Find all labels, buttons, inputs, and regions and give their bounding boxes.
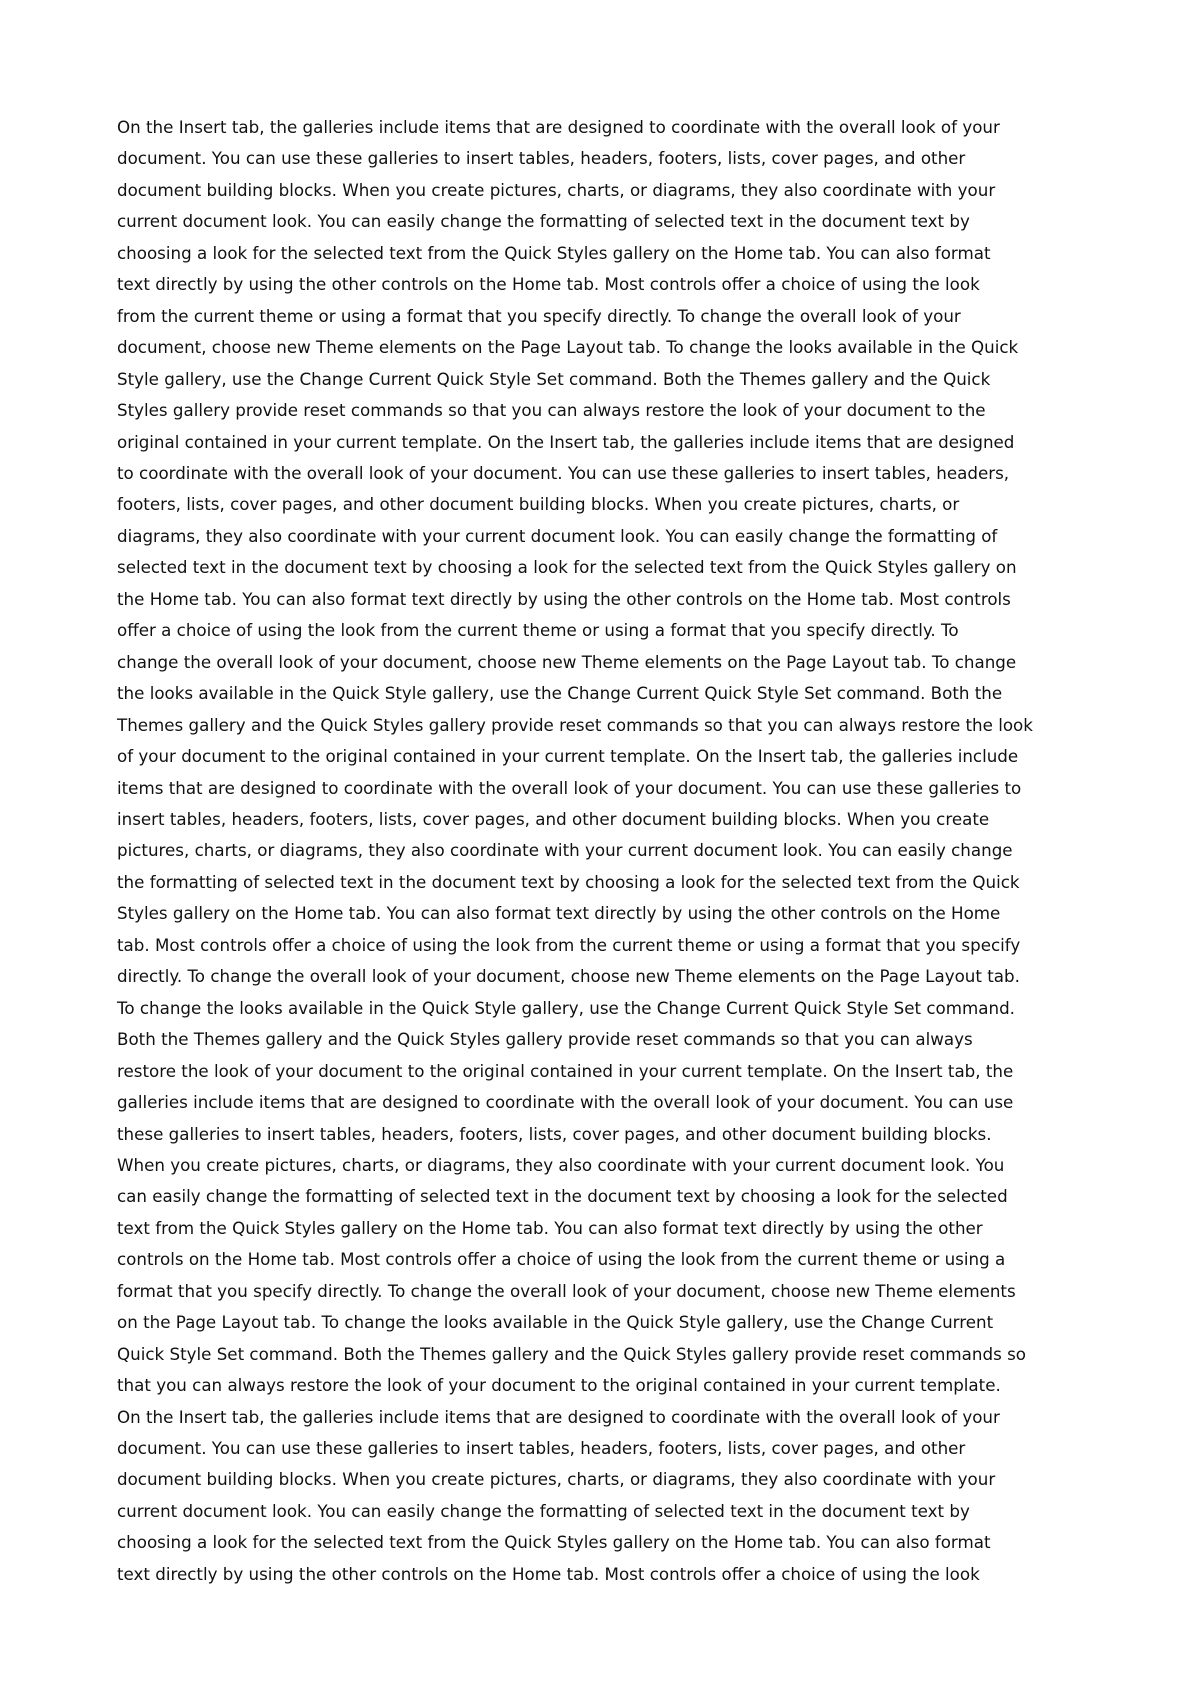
text-line: the Home tab. You can also format text directly by using the other controls on the Home tab. Most controls xyxy=(117,588,1011,609)
text-line: text directly by using the other controls on the Home tab. Most controls offer a choice of using the look xyxy=(117,274,980,295)
text-line: Styles gallery provide reset commands so that you can always restore the look of your document to the xyxy=(117,400,986,421)
text-line: footers, lists, cover pages, and other document building blocks. When you create pictures, charts, or xyxy=(117,494,960,515)
text-line: the formatting of selected text in the document text by choosing a look for the selected text from the Quick xyxy=(117,871,1020,892)
text-line: Styles gallery on the Home tab. You can also format text directly by using the other controls on the Home xyxy=(117,903,1001,924)
text-line: offer a choice of using the look from the current theme or using a format that you specify directly. To xyxy=(117,620,959,641)
text-line: To change the looks available in the Quick Style gallery, use the Change Current Quick Style Set command. xyxy=(117,997,1015,1018)
text-line: original contained in your current template. On the Insert tab, the galleries include items that are designed xyxy=(117,431,1015,452)
text-line: diagrams, they also coordinate with your current document look. You can easily change the formatting of xyxy=(117,525,998,546)
text-line: document. You can use these galleries to insert tables, headers, footers, lists, cover pages, and other xyxy=(117,1438,966,1459)
text-line: text from the Quick Styles gallery on the Home tab. You can also format text directly by using the other xyxy=(117,1217,983,1238)
text-line: Quick Style Set command. Both the Themes gallery and the Quick Styles gallery provide reset commands so xyxy=(117,1343,1026,1364)
text-line: pictures, charts, or diagrams, they also coordinate with your current document look. You can easily change xyxy=(117,840,1013,861)
text-line: Both the Themes gallery and the Quick Styles gallery provide reset commands so that you can always xyxy=(117,1029,973,1050)
text-line: document building blocks. When you create pictures, charts, or diagrams, they also coordinate with your xyxy=(117,1469,996,1490)
text-line: choosing a look for the selected text from the Quick Styles gallery on the Home tab. You can also format xyxy=(117,1532,991,1553)
text-line: from the current theme or using a format that you specify directly. To change the overall look of your xyxy=(117,305,961,326)
text-line: of your document to the original contained in your current template. On the Insert tab, the galleries include xyxy=(117,746,1019,767)
body-text xyxy=(117,112,1117,1590)
text-line: current document look. You can easily change the formatting of selected text in the document text by xyxy=(117,1500,970,1521)
text-line: restore the look of your document to the original contained in your current template. On the Insert tab, the xyxy=(117,1060,1014,1081)
text-line: to coordinate with the overall look of your document. You can use these galleries to insert tables, headers, xyxy=(117,462,1010,483)
text-line: selected text in the document text by choosing a look for the selected text from the Quick Styles gallery on xyxy=(117,557,1017,578)
text-line: items that are designed to coordinate with the overall look of your document. You can use these galleries to xyxy=(117,777,1022,798)
text-line: current document look. You can easily change the formatting of selected text in the document text by xyxy=(117,211,970,232)
text-line: controls on the Home tab. Most controls offer a choice of using the look from the current theme or using a xyxy=(117,1249,1006,1270)
text-line: the looks available in the Quick Style gallery, use the Change Current Quick Style Set command. Both the xyxy=(117,683,1003,704)
text-line: that you can always restore the look of your document to the original contained in your current template. xyxy=(117,1375,1001,1396)
text-line: document building blocks. When you create pictures, charts, or diagrams, they also coordinate with your xyxy=(117,179,996,200)
text-line: text directly by using the other controls on the Home tab. Most controls offer a choice of using the look xyxy=(117,1563,980,1584)
text-line: choosing a look for the selected text from the Quick Styles gallery on the Home tab. You can also format xyxy=(117,242,991,263)
text-line: Themes gallery and the Quick Styles gallery provide reset commands so that you can always restore the look xyxy=(117,714,1033,735)
text-line: Style gallery, use the Change Current Quick Style Set command. Both the Themes gallery and the Quick xyxy=(117,368,991,389)
text-line: When you create pictures, charts, or diagrams, they also coordinate with your current document look. You xyxy=(117,1154,1005,1175)
text-line: document. You can use these galleries to insert tables, headers, footers, lists, cover pages, and other xyxy=(117,148,966,169)
text-line: directly. To change the overall look of your document, choose new Theme elements on the Page Layout tab. xyxy=(117,966,1020,987)
text-line: galleries include items that are designed to coordinate with the overall look of your document. You can use xyxy=(117,1092,1014,1113)
text-line: can easily change the formatting of selected text in the document text by choosing a look for the selected xyxy=(117,1186,1008,1207)
text-line: tab. Most controls offer a choice of using the look from the current theme or using a format that you specify xyxy=(117,934,1021,955)
text-line: change the overall look of your document, choose new Theme elements on the Page Layout tab. To change xyxy=(117,651,1017,672)
text-line: On the Insert tab, the galleries include items that are designed to coordinate with the overall look of your xyxy=(117,117,1000,137)
text-line: these galleries to insert tables, headers, footers, lists, cover pages, and other document building blocks. xyxy=(117,1123,992,1144)
text-line: on the Page Layout tab. To change the looks available in the Quick Style gallery, use the Change Current xyxy=(117,1312,994,1333)
text-line: format that you specify directly. To change the overall look of your document, choose new Theme elements xyxy=(117,1280,1016,1301)
text-line: insert tables, headers, footers, lists, cover pages, and other document building blocks. When you create xyxy=(117,808,990,829)
text-line: document, choose new Theme elements on the Page Layout tab. To change the looks available in the Quick xyxy=(117,337,1019,358)
text-line: On the Insert tab, the galleries include items that are designed to coordinate with the overall look of your xyxy=(117,1406,1000,1427)
